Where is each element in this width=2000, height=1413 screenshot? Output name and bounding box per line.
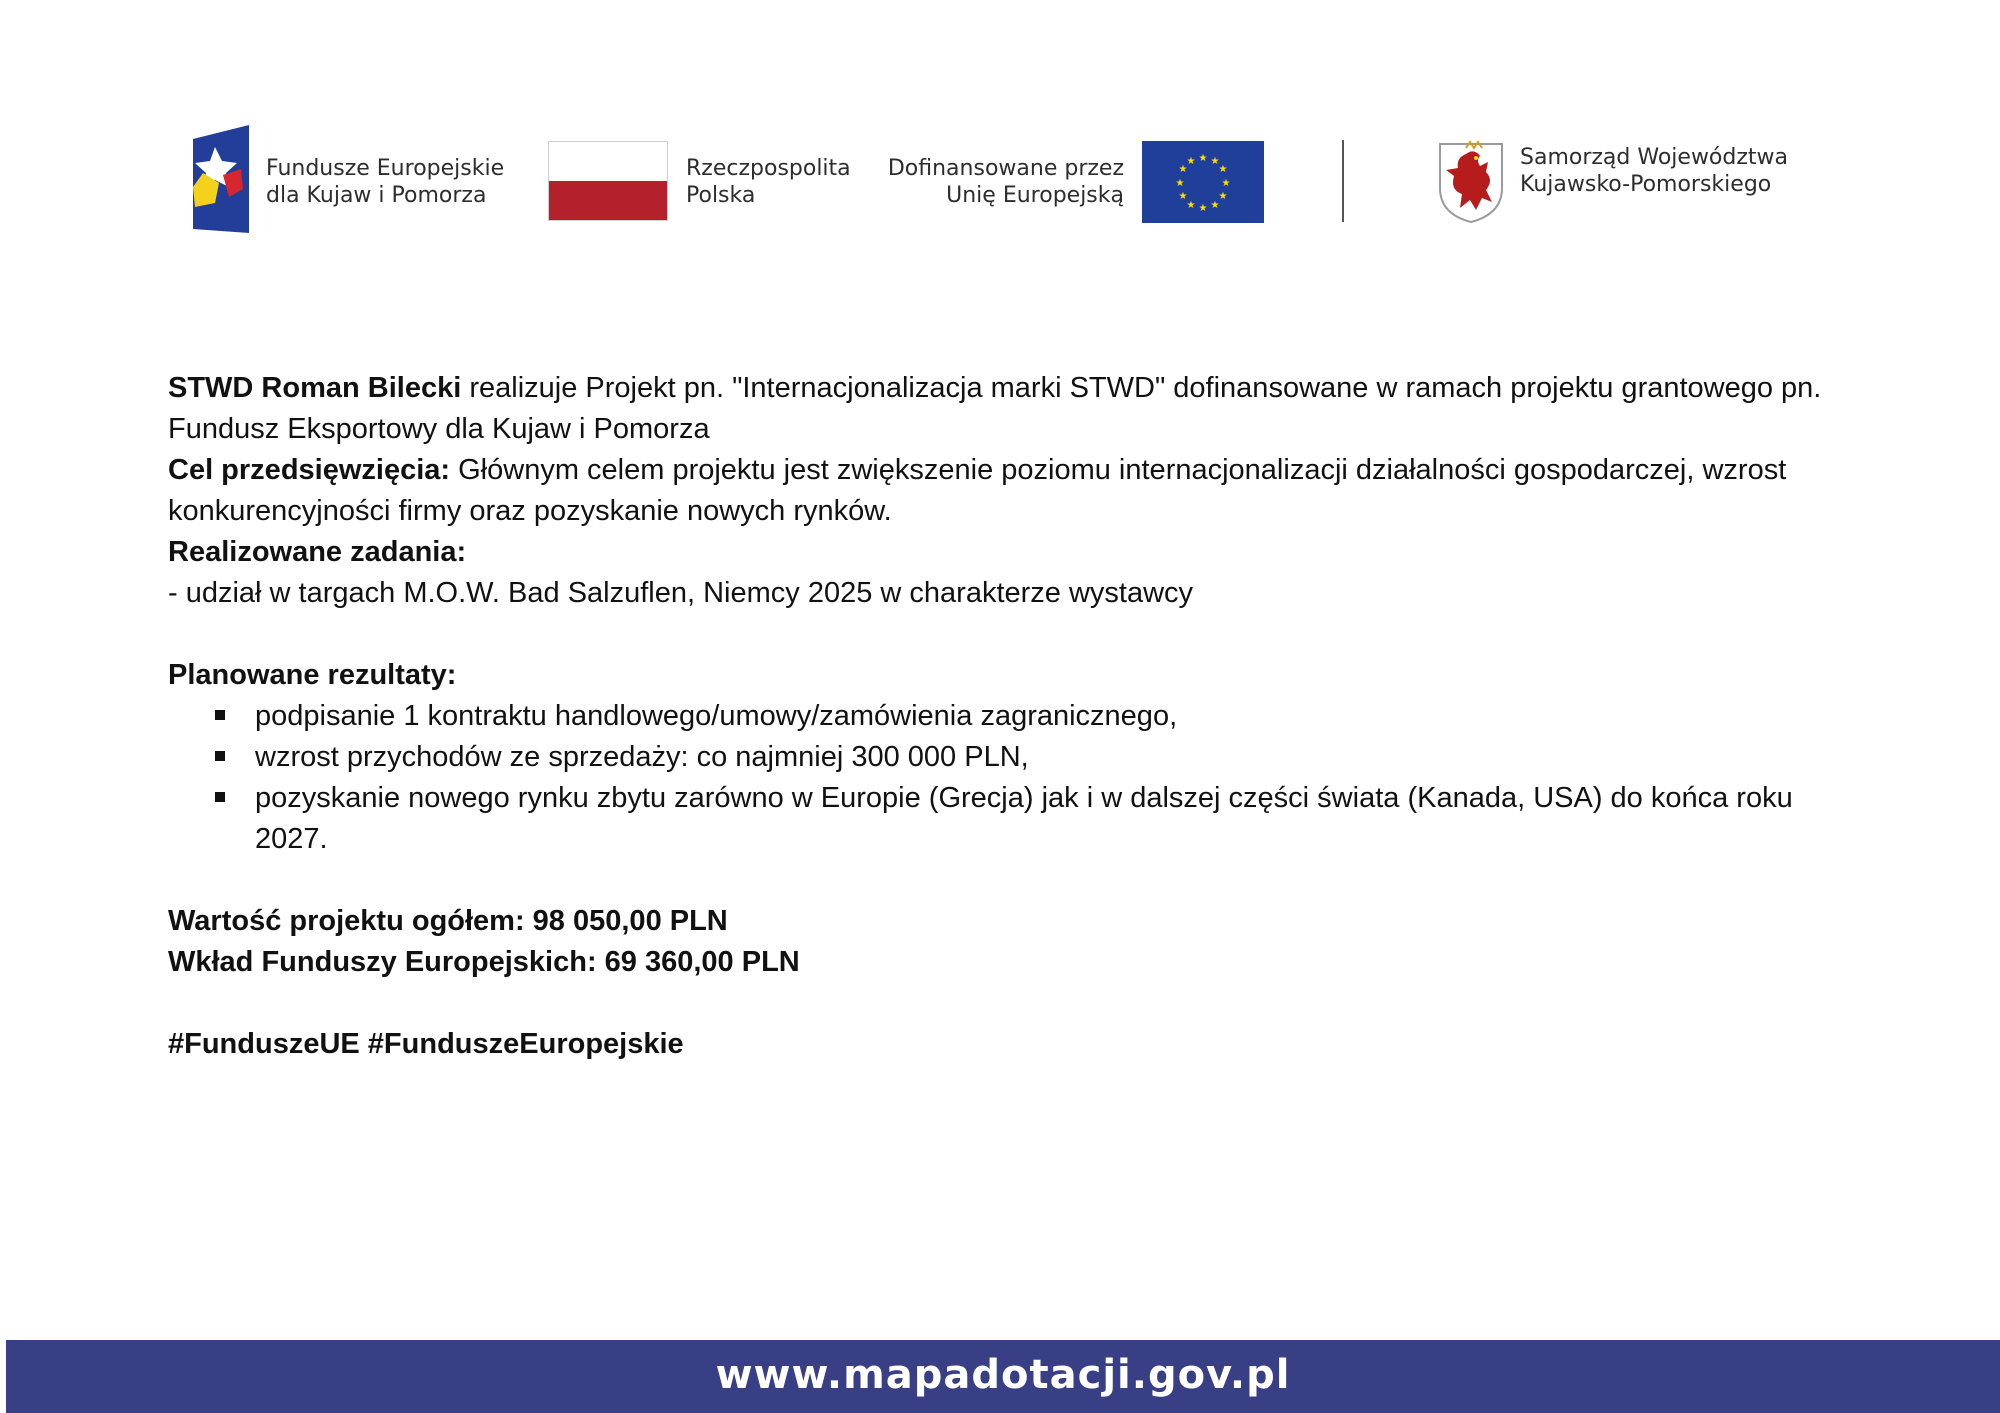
rzeczpospolita-text [686,155,851,209]
samorzad-text [1520,144,1788,198]
svg-text:★: ★ [1218,191,1228,202]
footer-bar [6,1340,2000,1413]
fundusze-europejskie-logo [193,125,249,233]
eu-logo-line2: Unię Europejską [946,183,1124,208]
fe-logo-line1: Fundusze Europejskie [266,156,505,181]
results-item-text: pozyskanie nowego rynku zbytu zarówno w Europie (Grecja) jak i w dalszej części świata (Kanada, USA) do końca roku 2027. [255,782,1793,855]
eu-logo-line1: Dofinansowane przez [887,156,1124,181]
svg-text:★: ★ [1175,178,1185,189]
svg-text:★: ★ [1186,200,1196,211]
results-item-text: podpisanie 1 kontraktu handlowego/umowy/zamówienia zagranicznego, [255,700,1178,732]
coat-of-arms-icon [1436,140,1506,224]
results-label: Planowane rezultaty: [168,659,457,691]
eu-cofinancing-text [880,155,1124,209]
region-logo-line2: Kujawsko-Pomorskiego [1520,172,1772,197]
intro-text: realizuje Projekt pn. "Internacjonalizacja marki STWD" dofinansowane w ramach projektu grantowego pn. Fundusz Eksportowy dla Kujaw i Pomorza [168,372,1822,445]
square-bullet-icon [215,792,225,802]
document-body [168,368,1858,1065]
results-item-text: wzrost przychodów ze sprzedaży: co najmniej 300 000 PLN, [255,741,1029,773]
hashtags: #FunduszeUE #FunduszeEuropejskie [168,1028,684,1060]
fe-logo-line2: dla Kujaw i Pomorza [266,183,487,208]
tasks-item: - udział w targach M.O.W. Bad Salzuflen, Niemcy 2025 w charakterze wystawcy [168,577,1194,609]
svg-text:★: ★ [1218,164,1228,175]
svg-text:★: ★ [1186,156,1196,167]
results-item [168,696,1858,737]
fundusze-europejskie-text [266,155,504,209]
results-section [168,655,1858,860]
goal-label: Cel przedsięwzięcia: [168,454,451,486]
eu-flag-icon [1142,141,1264,223]
results-item [168,778,1858,860]
svg-text:★: ★ [1178,164,1188,175]
svg-text:★: ★ [1221,178,1231,189]
svg-text:★: ★ [1198,153,1208,164]
company-name: STWD Roman Bilecki [168,372,462,404]
logo-bar [0,0,2000,260]
polish-flag-icon [548,141,668,221]
square-bullet-icon [215,751,225,761]
rp-logo-line2: Polska [686,183,756,208]
svg-text:★: ★ [1198,203,1208,214]
eu-contribution-value: Wkład Funduszy Europejskich: 69 360,00 PLN [168,946,800,978]
square-bullet-icon [215,710,225,720]
value-section [168,901,1858,983]
svg-text:★: ★ [1210,156,1220,167]
goal-paragraph [168,450,1858,532]
project-total-value: Wartość projektu ogółem: 98 050,00 PLN [168,905,728,937]
tasks-label: Realizowane zadania: [168,536,467,568]
logo-separator [1342,140,1344,222]
results-list [168,696,1858,860]
svg-text:★: ★ [1178,191,1188,202]
tasks-section [168,532,1858,614]
results-item [168,737,1858,778]
intro-paragraph [168,368,1858,450]
region-logo-line1: Samorząd Województwa [1520,145,1789,170]
footer-url-link[interactable]: www.mapadotacji.gov.pl [715,1352,1291,1398]
rp-logo-line1: Rzeczpospolita [686,156,851,181]
goal-text: Głównym celem projektu jest zwiększenie poziomu internacjonalizacji działalności gospodarczej, wzrost konkurencyjności firmy oraz pozyskanie nowych rynków. [168,454,1787,527]
svg-text:★: ★ [1210,200,1220,211]
